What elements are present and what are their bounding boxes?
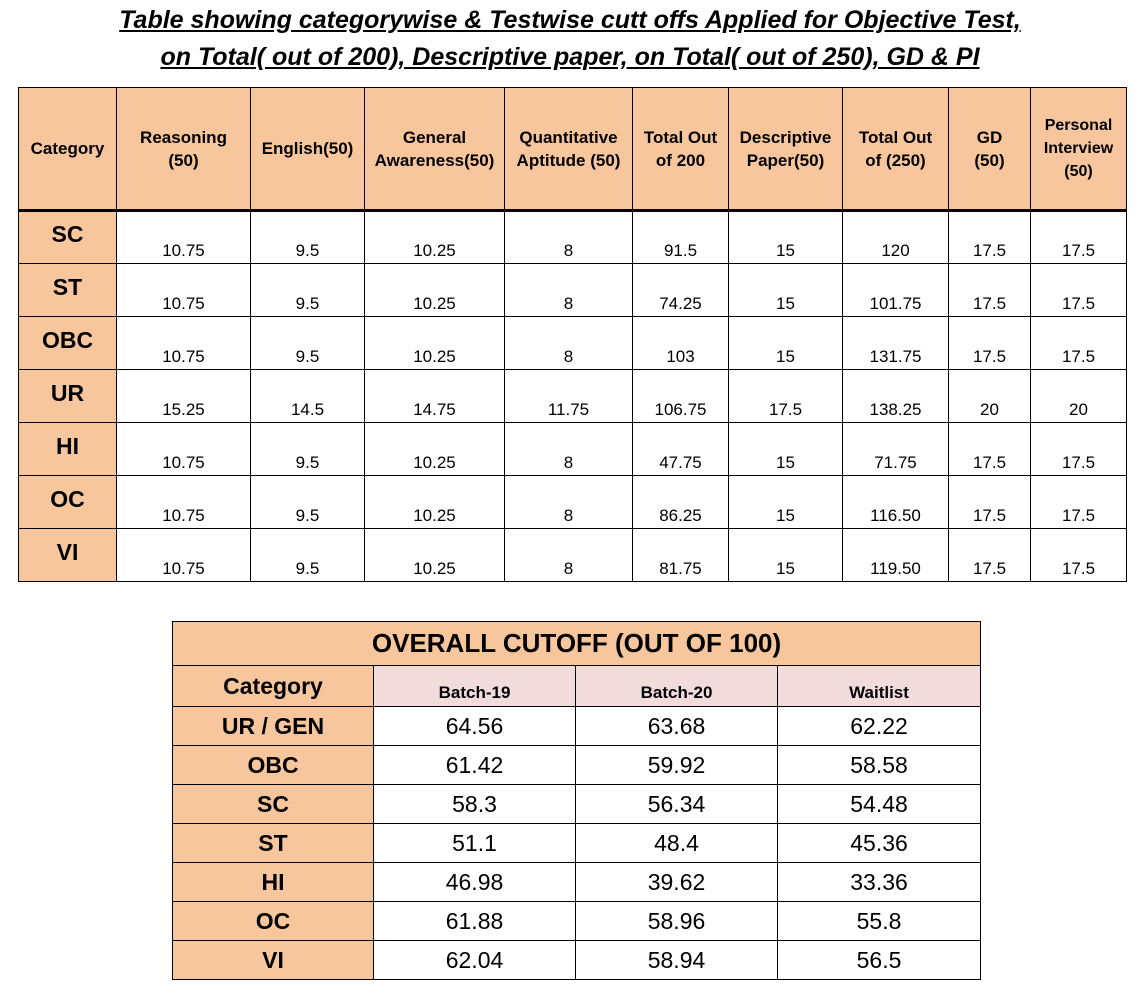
overall-row-category: OBC bbox=[173, 746, 374, 785]
overall-cell: 55.8 bbox=[778, 902, 981, 941]
overall-table-title: OVERALL CUTOFF (OUT OF 100) bbox=[173, 622, 981, 666]
overall-cell: 46.98 bbox=[374, 863, 576, 902]
overall-row bbox=[173, 707, 981, 746]
table-cell: 10.75 bbox=[117, 317, 251, 370]
table-cell: 17.5 bbox=[949, 476, 1031, 529]
table-cell: 119.50 bbox=[843, 529, 949, 582]
table-cell: 10.25 bbox=[365, 423, 505, 476]
overall-cell: 48.4 bbox=[576, 824, 778, 863]
table-cell: 17.5 bbox=[729, 370, 843, 423]
table-cell: 120 bbox=[843, 211, 949, 264]
row-category: ST bbox=[19, 264, 117, 317]
table-cell: 17.5 bbox=[1031, 476, 1127, 529]
table-cell: 15 bbox=[729, 264, 843, 317]
table-row bbox=[19, 211, 1127, 264]
table-cell: 91.5 bbox=[633, 211, 729, 264]
header-total-250: Total Out of (250) bbox=[843, 88, 949, 211]
overall-row bbox=[173, 941, 981, 980]
overall-row-category: ST bbox=[173, 824, 374, 863]
table-cell: 9.5 bbox=[251, 423, 365, 476]
table-cell: 17.5 bbox=[949, 211, 1031, 264]
overall-cell: 56.5 bbox=[778, 941, 981, 980]
overall-cell: 51.1 bbox=[374, 824, 576, 863]
page-title bbox=[0, 2, 1140, 76]
table-cell: 74.25 bbox=[633, 264, 729, 317]
header-category: Category bbox=[19, 88, 117, 211]
overall-cell: 58.58 bbox=[778, 746, 981, 785]
table-cell: 14.5 bbox=[251, 370, 365, 423]
table-cell: 15 bbox=[729, 423, 843, 476]
overall-row-category: SC bbox=[173, 785, 374, 824]
row-category: OC bbox=[19, 476, 117, 529]
overall-header-batch-19: Batch-19 bbox=[374, 666, 576, 707]
table-cell: 9.5 bbox=[251, 211, 365, 264]
overall-cell: 58.94 bbox=[576, 941, 778, 980]
title-line-1: Table showing categorywise & Testwise cutt offs Applied for Objective Test, bbox=[119, 6, 1021, 34]
overall-cell: 56.34 bbox=[576, 785, 778, 824]
table-cell: 10.25 bbox=[365, 211, 505, 264]
overall-cell: 39.62 bbox=[576, 863, 778, 902]
table-cell: 17.5 bbox=[1031, 423, 1127, 476]
table-cell: 17.5 bbox=[949, 423, 1031, 476]
overall-row bbox=[173, 824, 981, 863]
table-cell: 8 bbox=[505, 529, 633, 582]
overall-cell: 58.96 bbox=[576, 902, 778, 941]
table-cell: 17.5 bbox=[949, 317, 1031, 370]
table-cell: 17.5 bbox=[1031, 264, 1127, 317]
overall-cell: 62.04 bbox=[374, 941, 576, 980]
table-cell: 106.75 bbox=[633, 370, 729, 423]
header-total-200: Total Out of 200 bbox=[633, 88, 729, 211]
overall-cell: 45.36 bbox=[778, 824, 981, 863]
table-cell: 138.25 bbox=[843, 370, 949, 423]
overall-header-row bbox=[173, 666, 981, 707]
header-quantitative-aptitude: Quantitative Aptitude (50) bbox=[505, 88, 633, 211]
table-row bbox=[19, 423, 1127, 476]
table-row bbox=[19, 529, 1127, 582]
overall-row-category: UR / GEN bbox=[173, 707, 374, 746]
table-cell: 15.25 bbox=[117, 370, 251, 423]
table-row bbox=[19, 476, 1127, 529]
overall-row bbox=[173, 902, 981, 941]
table-cell: 17.5 bbox=[1031, 529, 1127, 582]
table-cell: 17.5 bbox=[1031, 317, 1127, 370]
overall-cell: 33.36 bbox=[778, 863, 981, 902]
overall-row bbox=[173, 863, 981, 902]
row-category: UR bbox=[19, 370, 117, 423]
table-cell: 8 bbox=[505, 264, 633, 317]
overall-cell: 58.3 bbox=[374, 785, 576, 824]
table-cell: 10.75 bbox=[117, 423, 251, 476]
table-cell: 10.25 bbox=[365, 317, 505, 370]
table-cell: 86.25 bbox=[633, 476, 729, 529]
table-cell: 20 bbox=[949, 370, 1031, 423]
table-cell: 10.25 bbox=[365, 476, 505, 529]
table-cell: 17.5 bbox=[949, 264, 1031, 317]
header-gd: GD (50) bbox=[949, 88, 1031, 211]
table-row bbox=[19, 317, 1127, 370]
row-category: SC bbox=[19, 211, 117, 264]
table-cell: 8 bbox=[505, 476, 633, 529]
overall-cell: 61.42 bbox=[374, 746, 576, 785]
row-category: HI bbox=[19, 423, 117, 476]
table-cell: 9.5 bbox=[251, 264, 365, 317]
table-cell: 15 bbox=[729, 529, 843, 582]
table-cell: 17.5 bbox=[949, 529, 1031, 582]
table-cell: 10.25 bbox=[365, 264, 505, 317]
table-cell: 9.5 bbox=[251, 529, 365, 582]
table-cell: 10.75 bbox=[117, 264, 251, 317]
overall-cell: 54.48 bbox=[778, 785, 981, 824]
table-cell: 10.75 bbox=[117, 211, 251, 264]
overall-cell: 64.56 bbox=[374, 707, 576, 746]
overall-cell: 63.68 bbox=[576, 707, 778, 746]
table-cell: 20 bbox=[1031, 370, 1127, 423]
row-category: OBC bbox=[19, 317, 117, 370]
table-cell: 8 bbox=[505, 423, 633, 476]
table-cell: 8 bbox=[505, 211, 633, 264]
table-cell: 10.25 bbox=[365, 529, 505, 582]
table-cell: 15 bbox=[729, 317, 843, 370]
table-cell: 116.50 bbox=[843, 476, 949, 529]
table-cell: 10.75 bbox=[117, 529, 251, 582]
overall-header-batch-20: Batch-20 bbox=[576, 666, 778, 707]
table-cell: 71.75 bbox=[843, 423, 949, 476]
overall-cell: 61.88 bbox=[374, 902, 576, 941]
table-cell: 10.75 bbox=[117, 476, 251, 529]
header-general-awareness: General Awareness(50) bbox=[365, 88, 505, 211]
table-row bbox=[19, 370, 1127, 423]
table-cell: 17.5 bbox=[1031, 211, 1127, 264]
table-cell: 8 bbox=[505, 317, 633, 370]
table-cell: 131.75 bbox=[843, 317, 949, 370]
overall-header-waitlist: Waitlist bbox=[778, 666, 981, 707]
table-row bbox=[19, 264, 1127, 317]
table-cell: 11.75 bbox=[505, 370, 633, 423]
table-cell: 101.75 bbox=[843, 264, 949, 317]
header-reasoning: Reasoning (50) bbox=[117, 88, 251, 211]
table-header-row bbox=[19, 88, 1127, 211]
header-descriptive-paper: Descriptive Paper(50) bbox=[729, 88, 843, 211]
title-line-2: on Total( out of 200), Descriptive paper, on Total( out of 250), GD & PI bbox=[160, 43, 980, 71]
table-cell: 15 bbox=[729, 211, 843, 264]
header-english: English(50) bbox=[251, 88, 365, 211]
overall-row bbox=[173, 785, 981, 824]
overall-row bbox=[173, 746, 981, 785]
header-personal-interview: Personal Interview (50) bbox=[1031, 88, 1127, 211]
cutoff-table bbox=[18, 87, 1127, 582]
overall-row-category: OC bbox=[173, 902, 374, 941]
table-cell: 9.5 bbox=[251, 476, 365, 529]
table-cell: 15 bbox=[729, 476, 843, 529]
overall-row-category: HI bbox=[173, 863, 374, 902]
overall-row-category: VI bbox=[173, 941, 374, 980]
table-cell: 9.5 bbox=[251, 317, 365, 370]
row-category: VI bbox=[19, 529, 117, 582]
overall-header-category: Category bbox=[173, 666, 374, 707]
overall-cell: 59.92 bbox=[576, 746, 778, 785]
table-cell: 81.75 bbox=[633, 529, 729, 582]
table-cell: 47.75 bbox=[633, 423, 729, 476]
table-cell: 103 bbox=[633, 317, 729, 370]
overall-cell: 62.22 bbox=[778, 707, 981, 746]
overall-cutoff-table bbox=[172, 621, 981, 980]
table-cell: 14.75 bbox=[365, 370, 505, 423]
